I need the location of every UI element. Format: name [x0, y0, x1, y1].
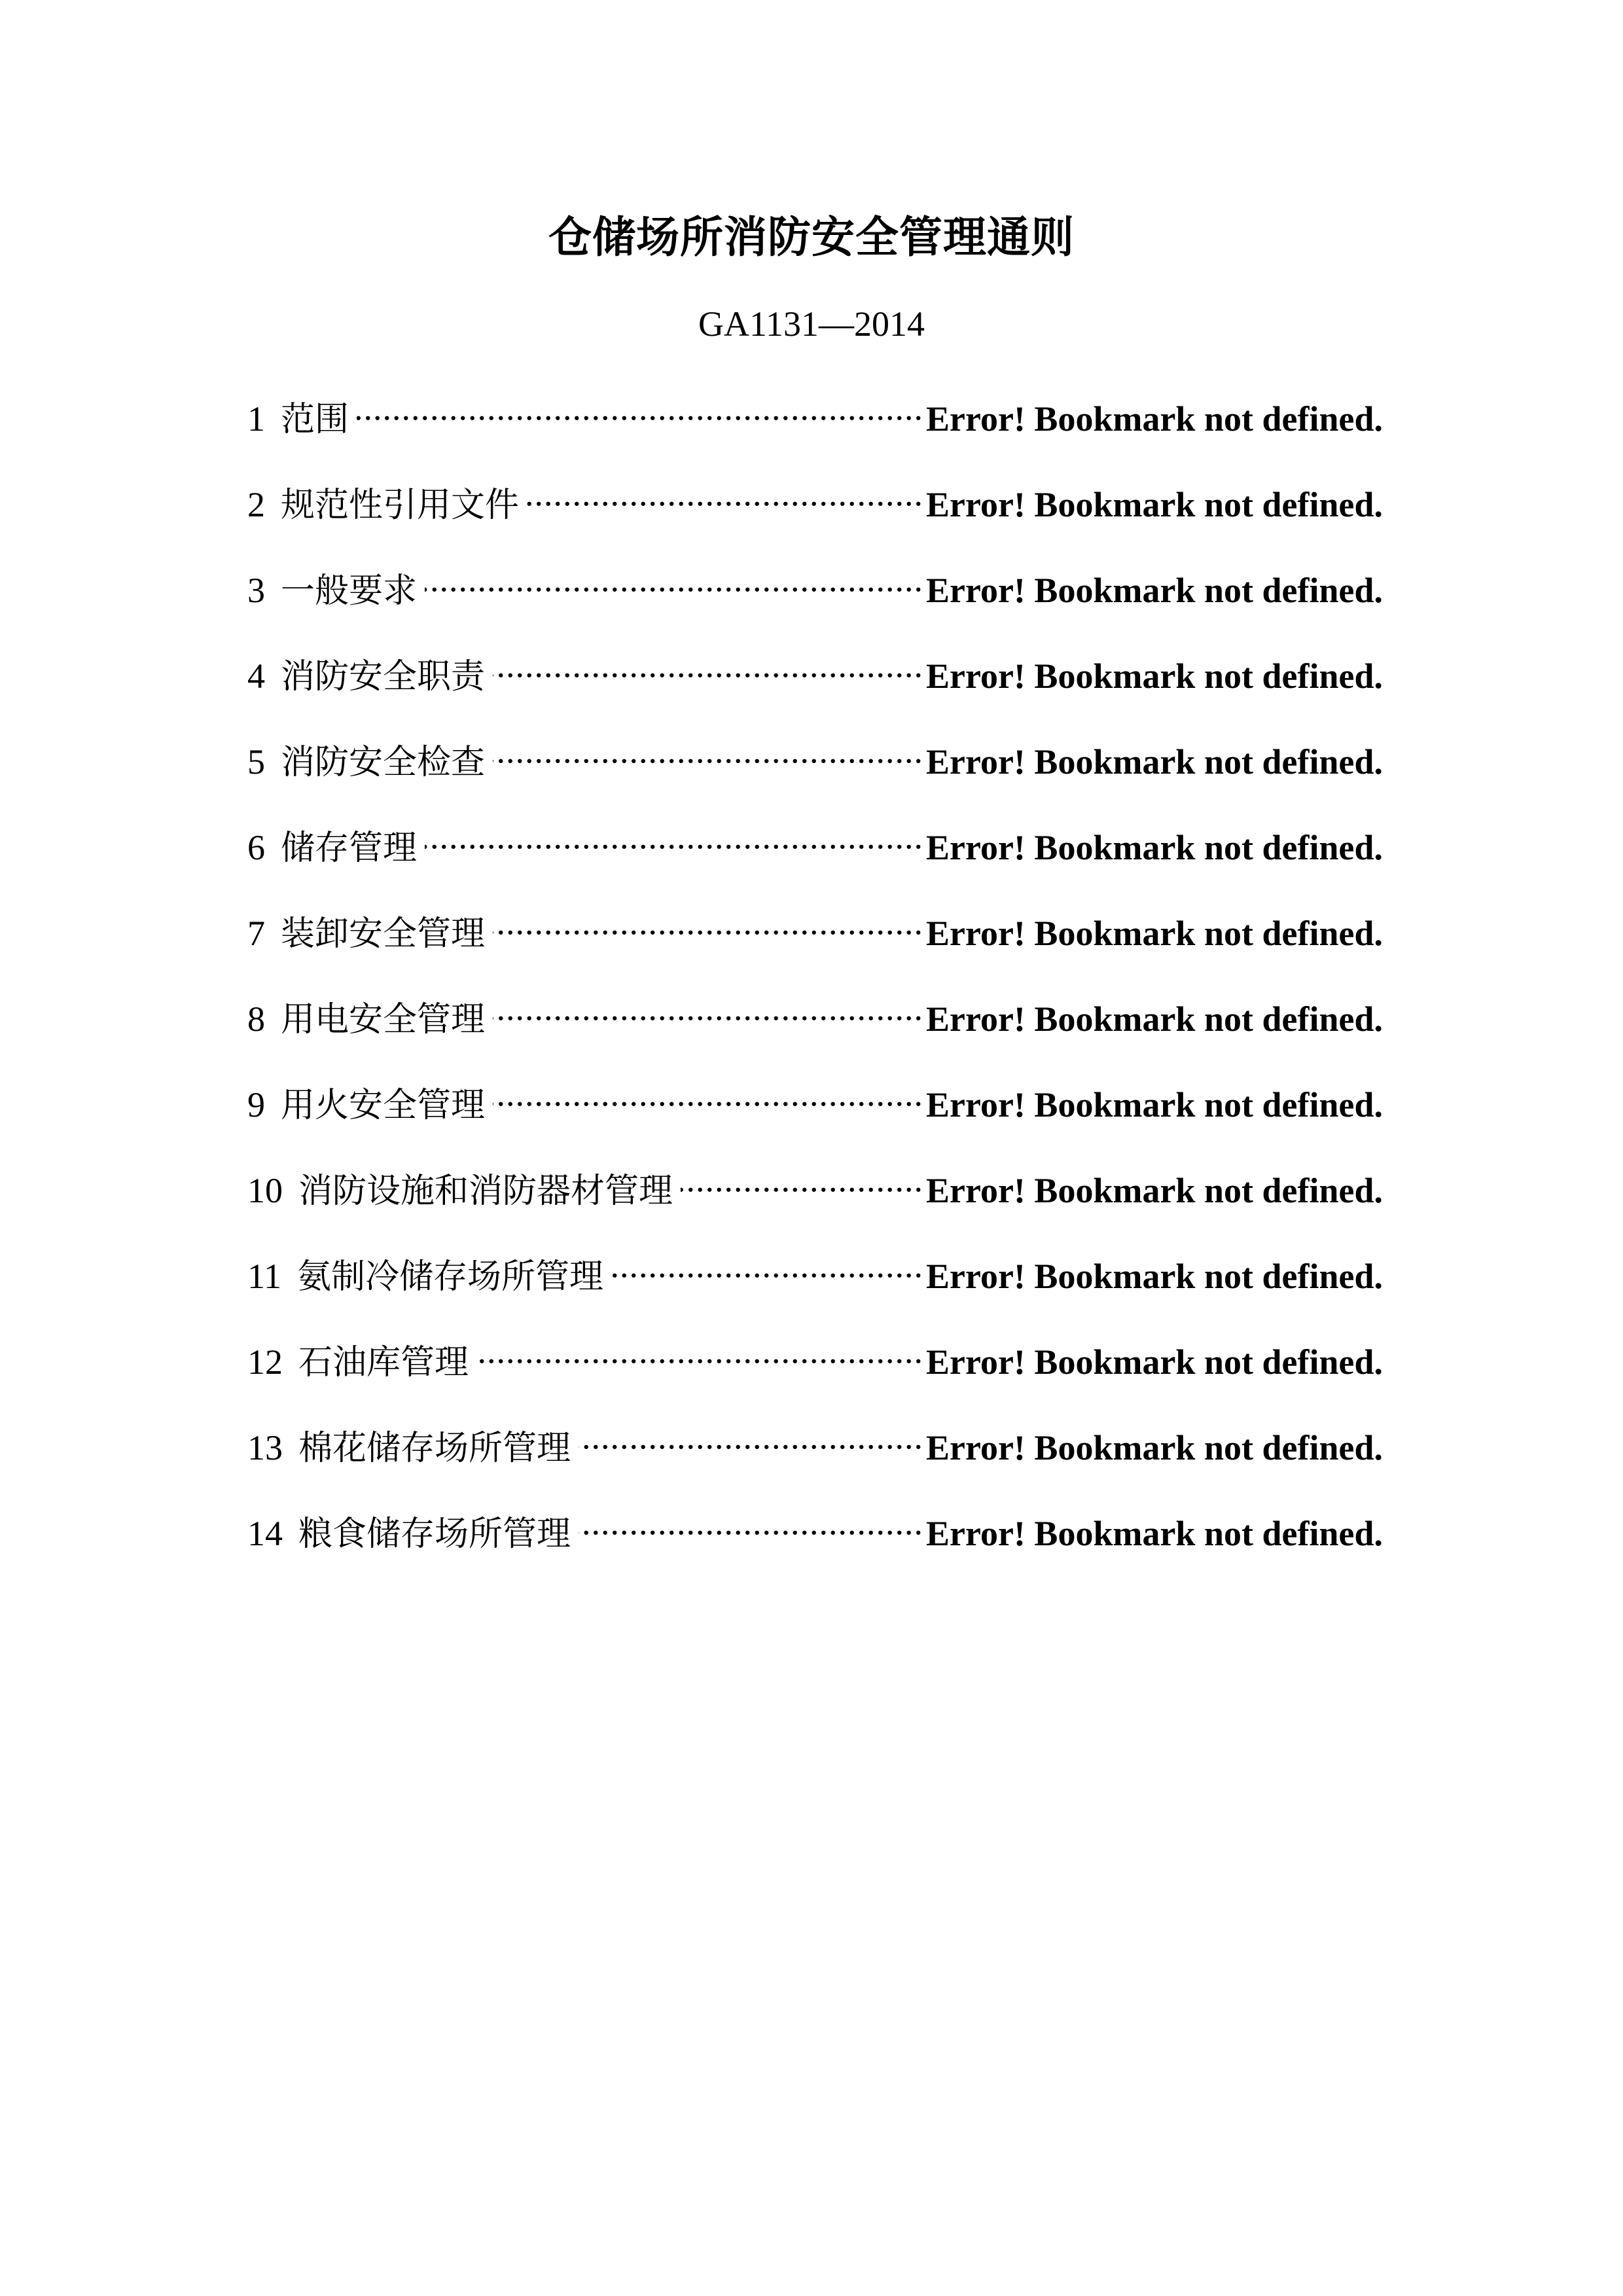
- toc-entry-label: 装卸安全管理: [281, 914, 486, 954]
- document-code: GA1131—2014: [698, 304, 925, 344]
- toc-entry-number: 8: [247, 999, 265, 1039]
- toc-entry-page-ref: Error! Bookmark not defined.: [926, 1428, 1383, 1467]
- toc-entry-page-ref: Error! Bookmark not defined.: [926, 1514, 1383, 1553]
- toc-entry-number: 13: [247, 1428, 283, 1467]
- toc-entry-7[interactable]: [247, 899, 1383, 985]
- toc-dot-leader: [357, 385, 923, 431]
- toc-entry-label: 储存管理: [281, 829, 418, 868]
- toc-entry-label: 用火安全管理: [281, 1086, 486, 1125]
- table-of-contents: [247, 385, 1383, 1585]
- toc-dot-leader: [527, 471, 923, 516]
- toc-entry-page-ref: Error! Bookmark not defined.: [926, 1257, 1383, 1296]
- toc-entry-2[interactable]: [247, 471, 1383, 556]
- toc-dot-leader: [476, 1328, 923, 1374]
- toc-entry-12[interactable]: [247, 1328, 1383, 1414]
- toc-entry-5[interactable]: [247, 728, 1383, 814]
- toc-entry-8[interactable]: [247, 985, 1383, 1071]
- toc-entry-label: 用电安全管理: [281, 1000, 486, 1039]
- toc-entry-number: 9: [247, 1085, 265, 1124]
- toc-entry-number: 10: [247, 1171, 283, 1210]
- toc-entry-page-ref: Error! Bookmark not defined.: [926, 1342, 1383, 1382]
- toc-entry-13[interactable]: [247, 1414, 1383, 1499]
- toc-entry-number: 7: [247, 914, 265, 953]
- toc-entry-number: 12: [247, 1342, 283, 1382]
- toc-entry-page-ref: Error! Bookmark not defined.: [926, 571, 1383, 610]
- toc-entry-label: 消防安全检查: [281, 743, 486, 782]
- toc-entry-11[interactable]: [247, 1242, 1383, 1328]
- toc-entry-10[interactable]: [247, 1157, 1383, 1242]
- toc-entry-page-ref: Error! Bookmark not defined.: [926, 999, 1383, 1039]
- toc-entry-page-ref: Error! Bookmark not defined.: [926, 1085, 1383, 1124]
- toc-entry-page-ref: Error! Bookmark not defined.: [926, 828, 1383, 867]
- toc-entry-label: 范围: [281, 400, 349, 439]
- toc-entry-number: 6: [247, 828, 265, 867]
- toc-dot-leader: [493, 985, 923, 1031]
- toc-dot-leader: [611, 1242, 923, 1288]
- toc-dot-leader: [425, 556, 923, 602]
- toc-entry-1[interactable]: [247, 385, 1383, 471]
- toc-entry-label: 棉花储存场所管理: [298, 1429, 571, 1468]
- toc-entry-page-ref: Error! Bookmark not defined.: [926, 742, 1383, 781]
- toc-entry-label: 一般要求: [281, 571, 418, 611]
- toc-entry-14[interactable]: [247, 1499, 1383, 1585]
- toc-entry-label: 石油库管理: [298, 1343, 469, 1382]
- toc-dot-leader: [493, 899, 923, 945]
- toc-entry-page-ref: Error! Bookmark not defined.: [926, 399, 1383, 439]
- toc-entry-label: 规范性引用文件: [281, 486, 520, 525]
- toc-entry-number: 2: [247, 485, 265, 524]
- toc-entry-page-ref: Error! Bookmark not defined.: [926, 914, 1383, 953]
- toc-entry-label: 氨制冷储存场所管理: [297, 1257, 604, 1297]
- toc-dot-leader: [493, 1071, 923, 1117]
- toc-entry-number: 1: [247, 399, 265, 439]
- toc-entry-number: 4: [247, 656, 265, 696]
- toc-entry-page-ref: Error! Bookmark not defined.: [926, 485, 1383, 524]
- toc-entry-3[interactable]: [247, 556, 1383, 642]
- document-title: 仓储场所消防安全管理通则: [548, 212, 1075, 262]
- toc-dot-leader: [579, 1414, 923, 1460]
- toc-entry-number: 11: [247, 1257, 281, 1296]
- toc-entry-number: 14: [247, 1514, 283, 1553]
- toc-entry-page-ref: Error! Bookmark not defined.: [926, 656, 1383, 696]
- toc-entry-page-ref: Error! Bookmark not defined.: [926, 1171, 1383, 1210]
- toc-entry-number: 5: [247, 742, 265, 781]
- toc-dot-leader: [493, 728, 923, 774]
- toc-entry-label: 消防安全职责: [281, 657, 486, 696]
- toc-entry-label: 消防设施和消防器材管理: [298, 1172, 673, 1211]
- toc-entry-label: 粮食储存场所管理: [298, 1515, 571, 1554]
- toc-dot-leader: [493, 642, 923, 688]
- toc-dot-leader: [425, 814, 923, 859]
- toc-entry-4[interactable]: [247, 642, 1383, 728]
- toc-entry-6[interactable]: [247, 814, 1383, 899]
- toc-entry-number: 3: [247, 571, 265, 610]
- toc-dot-leader: [681, 1157, 923, 1202]
- toc-dot-leader: [579, 1499, 923, 1545]
- toc-entry-9[interactable]: [247, 1071, 1383, 1157]
